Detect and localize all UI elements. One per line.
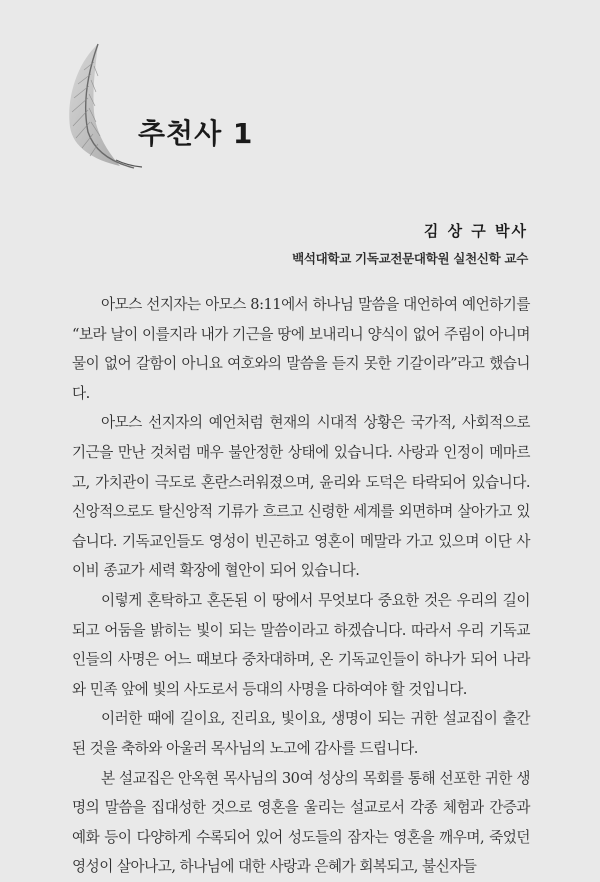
body-text [72, 290, 530, 882]
feather-icon [58, 42, 148, 172]
author-name: 김 상 구 박사 [423, 222, 528, 240]
author-affiliation: 백석대학교 기독교전문대학원 실천신학 교수 [292, 251, 528, 266]
chapter-title: 추천사 1 [138, 117, 254, 150]
paragraph: 이러한 때에 길이요, 진리요, 빛이요, 생명이 되는 귀한 설교집이 출간된 것을 축하와 아울러 목사님의 노고에 감사를 드립니다. [72, 710, 530, 757]
author-block [292, 220, 528, 267]
paragraph: 본 설교집은 안옥현 목사님의 30여 성상의 목회를 통해 선포한 귀한 생명의 말씀을 집대성한 것으로 영혼을 울리는 설교로서 각종 체험과 간증과 예화 등이 다양하게 수록되어 있어 성도들의 잠자는 영혼을 깨우며, 죽었던 영성이 살아나고, 하나님에 대한 사랑과 은혜가 회복되고, 불신자들 [72, 769, 530, 876]
paragraph: 아모스 선지자의 예언처럼 현재의 시대적 상황은 국가적, 사회적으로 기근을 만난 것처럼 매우 불안정한 상태에 있습니다. 사랑과 인정이 메마르고, 가치관이 극도로 혼란스러워졌으며, 윤리와 도덕은 타락되어 있습니다. 신앙적으로도 탈신앙적 기류가 흐르고 신령한 세계를 외면하며 살아가고 있습니다. 기독교인들도 영성이 빈곤하고 영혼이 메말라 가고 있으며 이단 사이비 종교가 세력 확장에 혈안이 되어 있습니다. [72, 414, 530, 580]
paragraph: 이렇게 혼탁하고 혼돈된 이 땅에서 무엇보다 중요한 것은 우리의 길이 되고 어둠을 밝히는 빛이 되는 말씀이라고 하겠습니다. 따라서 우리 기독교인들의 사명은 어느 때보다 중차대하며, 온 기독교인들이 하나가 되어 나라와 민족 앞에 빛의 사도로서 등대의 사명을 다하여야 할 것입니다. [72, 591, 530, 698]
paragraph: 아모스 선지자는 아모스 8:11에서 하나님 말씀을 대언하여 예언하기를 “보라 날이 이를지라 내가 기근을 땅에 보내리니 양식이 없어 주림이 아니며 물이 없어 갈함이 아니요 여호와의 말씀을 듣지 못한 기갈이라”라고 했습니다. [72, 296, 530, 402]
